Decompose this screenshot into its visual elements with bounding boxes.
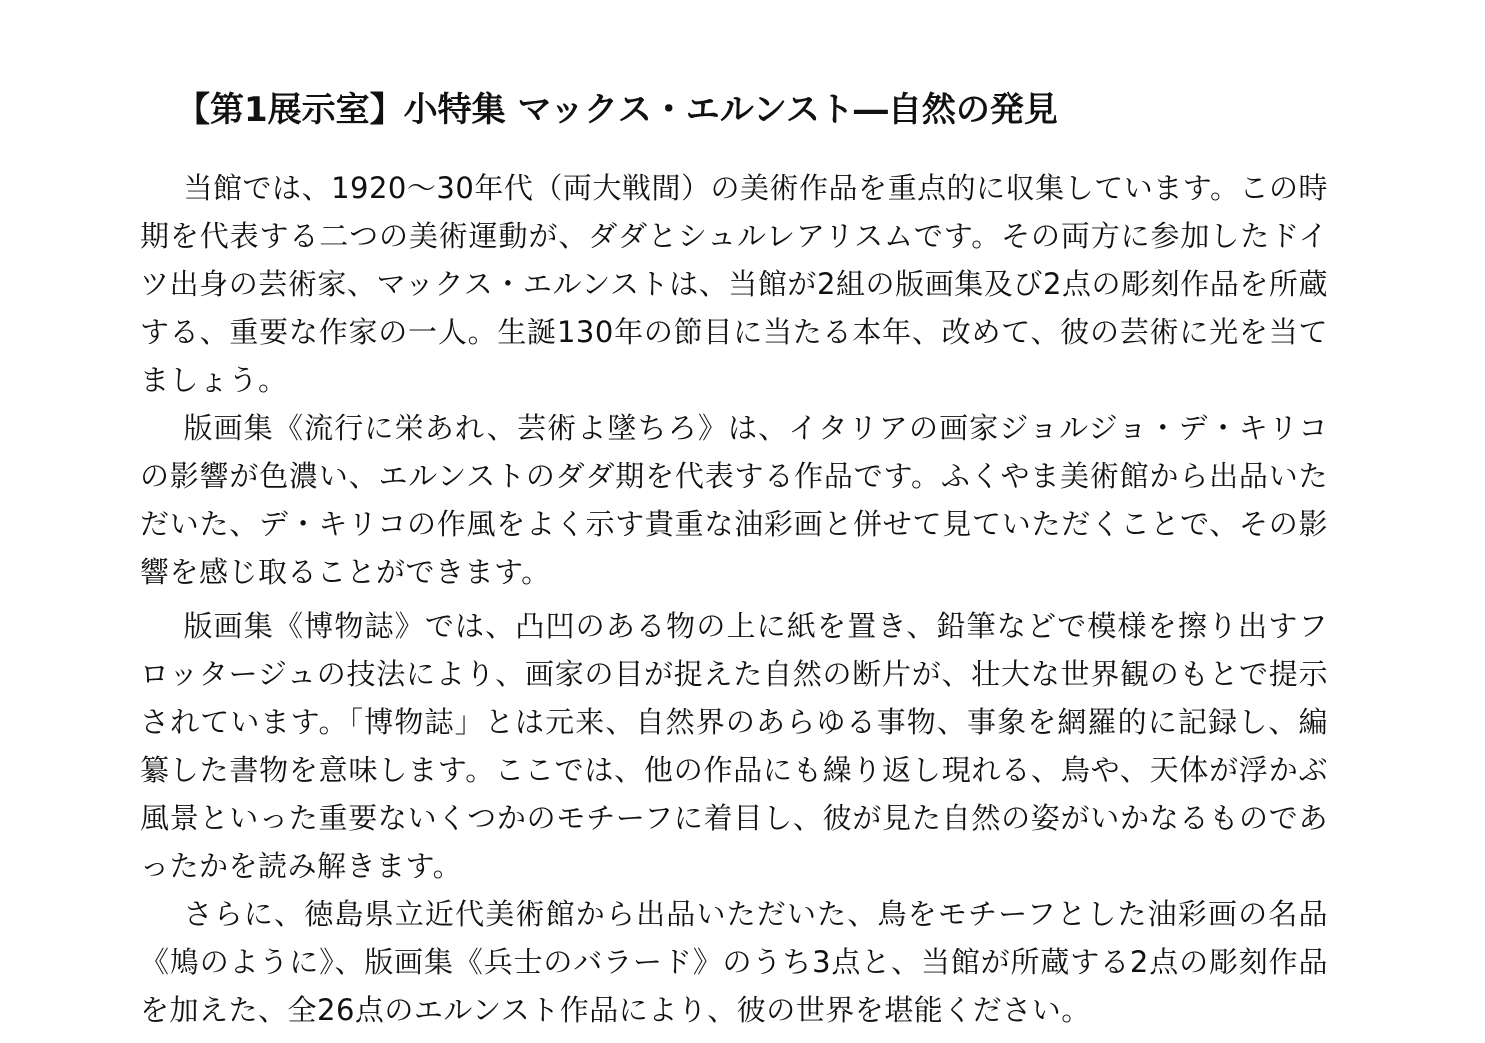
paragraph-natural-history: 版画集《博物誌》では、凸凹のある物の上に紙を置き、鉛筆などで模様を擦り出すフロッタージュの技法により、画家の目が捉えた自然の断片が、壮大な世界観のもとで提示されています。「博物誌」とは元来、自然界のあらゆる事物、事象を網羅的に記録し、編纂した書物を意味します。ここでは、他の作品にも繰り返し現れる、鳥や、天体が浮かぶ風景といった重要ないくつかのモチーフに着目し、彼が見た自然の姿がいかなるものであったかを読み解きます。 (140, 609, 1328, 883)
paragraph-exhibition-summary: さらに、徳島県立近代美術館から出品いただいた、鳥をモチーフとした油彩画の名品《鳩のように》、版画集《兵士のバラード》のうち3点と、当館が所蔵する2点の彫刻作品を加えた、全26点のエルンスト作品により、彼の世界を堪能ください。 (140, 897, 1328, 1027)
paragraph-intro: 当館では、1920～30年代（両大戦間）の美術作品を重点的に収集しています。この時期を代表する二つの美術運動が、ダダとシュルレアリスムです。その両方に参加したドイツ出身の芸術家、マックス・エルンストは、当館が2組の版画集及び2点の彫刻作品を所蔵する、重要な作家の一人。生誕130年の節目に当たる本年、改めて、彼の芸術に光を当てましょう。 (140, 171, 1328, 397)
paragraph-dada-prints: 版画集《流行に栄あれ、芸術よ墜ちろ》は、イタリアの画家ジョルジョ・デ・キリコの影響が色濃い、エルンストのダダ期を代表する作品です。ふくやま美術館から出品いただいた、デ・キリコの作風をよく示す貴重な油彩画と併せて見ていただくことで、その影響を感じ取ることができます。 (140, 411, 1328, 589)
document-body (140, 164, 1328, 1034)
document-title: 【第1展示室】小特集 マックス・エルンスト―自然の発見 (176, 90, 1058, 130)
